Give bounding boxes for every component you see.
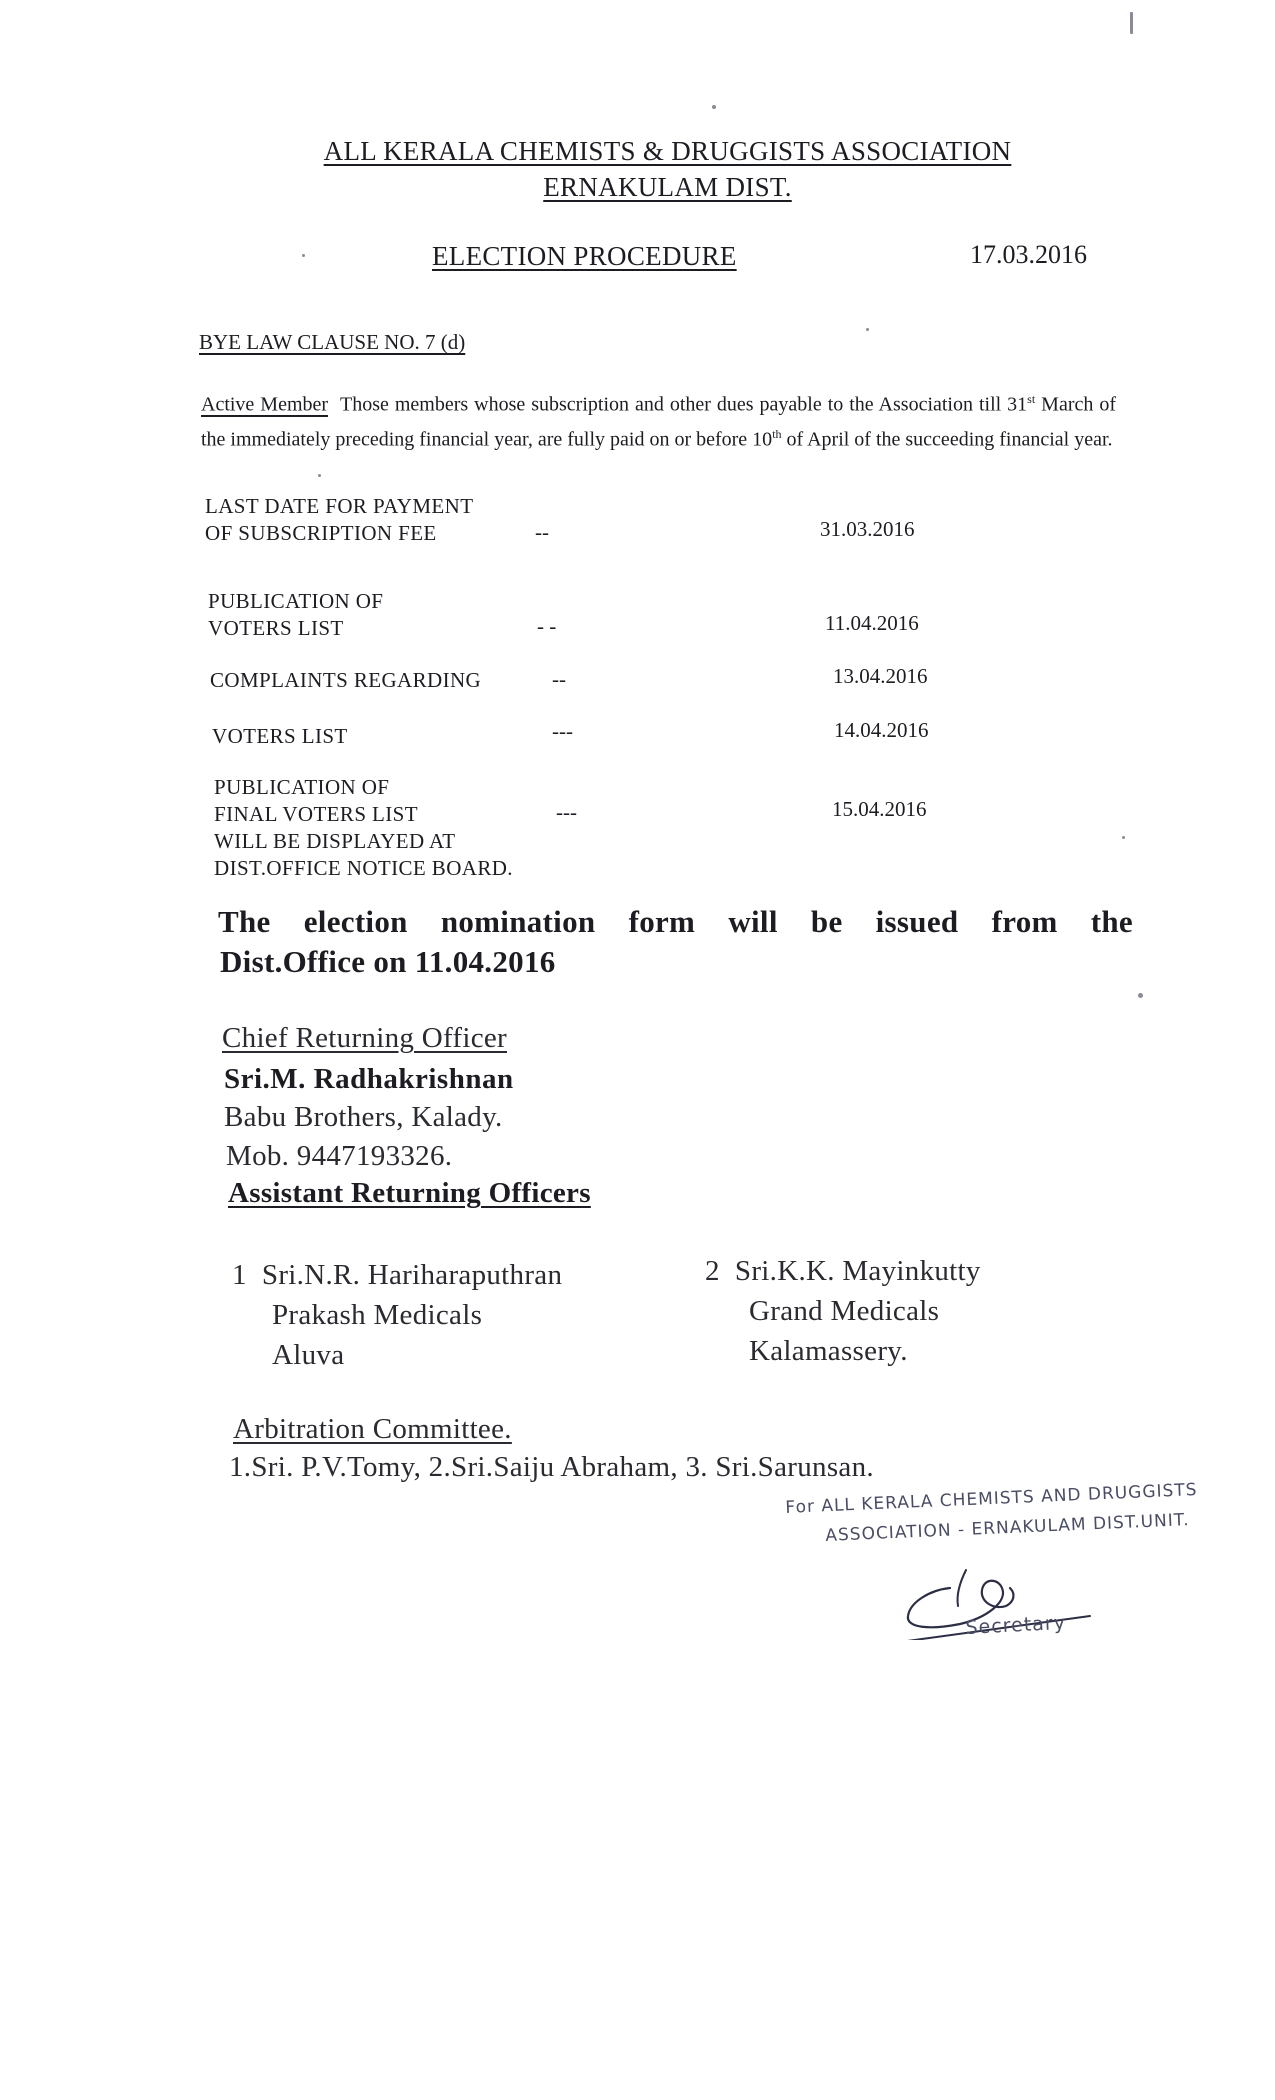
active-member-term: Active Member: [201, 393, 329, 416]
scan-speck: [866, 328, 869, 331]
stamp-line-1: For ALL KERALA CHEMISTS AND DRUGGISTS: [785, 1480, 1198, 1518]
scan-speck: [318, 474, 321, 477]
schedule-row-voters-list-date: 11.04.2016: [825, 611, 919, 635]
scan-speck: [712, 105, 716, 109]
stamp-line-2: ASSOCIATION - ERNAKULAM DIST.UNIT.: [825, 1510, 1190, 1546]
assistant-officer-2: 2 Sri.K.K. Mayinkutty Grand Medicals Kalamassery.: [705, 1255, 981, 1367]
schedule-row-voters-list-2-date: 14.04.2016: [834, 718, 929, 742]
notice-date: 17.03.2016: [970, 240, 1087, 269]
scan-speck: [302, 254, 305, 257]
schedule-row-final-list-date: 15.04.2016: [832, 797, 927, 821]
scan-speck: [1130, 12, 1133, 34]
schedule-row-complaints-date: 13.04.2016: [833, 664, 928, 688]
arbitration-heading: Arbitration Committee.: [233, 1413, 512, 1445]
district-name: ERNAKULAM DIST.: [543, 172, 792, 202]
bye-law-clause: BYE LAW CLAUSE NO. 7 (d): [199, 330, 466, 354]
assistant-officers-heading: Assistant Returning Officers: [228, 1177, 591, 1209]
nomination-line-1: The election nomination form will be issued from the: [218, 904, 1133, 939]
scan-speck: [1138, 993, 1143, 998]
schedule-row-payment-dash: --: [535, 520, 549, 544]
schedule-row-complaints-dash: --: [552, 667, 566, 691]
chief-officer-mobile: Mob. 9447193326.: [226, 1140, 453, 1172]
schedule-row-payment-date: 31.03.2016: [820, 517, 915, 541]
schedule-row-payment-label: LAST DATE FOR PAYMENT OF SUBSCRIPTION FEE: [205, 494, 474, 545]
stamp-secretary-label: Secretary: [965, 1611, 1067, 1639]
chief-officer-name: Sri.M. Radhakrishnan: [224, 1063, 514, 1095]
schedule-row-voters-list-label: PUBLICATION OF VOTERS LIST: [208, 589, 384, 640]
notice-title: ELECTION PROCEDURE: [432, 241, 737, 271]
nomination-line-2: Dist.Office on 11.04.2016: [220, 944, 556, 979]
schedule-row-complaints-label: COMPLAINTS REGARDING: [210, 668, 482, 692]
arbitration-members: 1.Sri. P.V.Tomy, 2.Sri.Saiju Abraham, 3. Sri.Sarunsan.: [229, 1451, 874, 1483]
organisation-name: ALL KERALA CHEMISTS & DRUGGISTS ASSOCIATION: [323, 136, 1012, 166]
schedule-row-voters-list-2-label: VOTERS LIST: [212, 724, 348, 748]
schedule-row-voters-list-dash: - -: [537, 614, 557, 638]
active-member-definition: Active Member Those members whose subscription and other dues payable to the Association till 31st March of the immediately preceding financial year, are fully paid on or before 10th of April of the succeeding financial year.: [201, 392, 1116, 451]
assistant-officer-1: 1 Sri.N.R. Hariharaputhran Prakash Medicals Aluva: [232, 1259, 563, 1371]
schedule-row-voters-list-2-dash: ---: [552, 719, 573, 743]
schedule-row-final-list-dash: ---: [556, 800, 577, 824]
chief-officer-address: Babu Brothers, Kalady.: [224, 1101, 503, 1133]
chief-officer-heading: Chief Returning Officer: [222, 1022, 508, 1054]
scan-speck: [1122, 836, 1125, 839]
schedule-row-final-list-label: PUBLICATION OF FINAL VOTERS LIST WILL BE DISPLAYED AT DIST.OFFICE NOTICE BOARD.: [214, 775, 513, 880]
